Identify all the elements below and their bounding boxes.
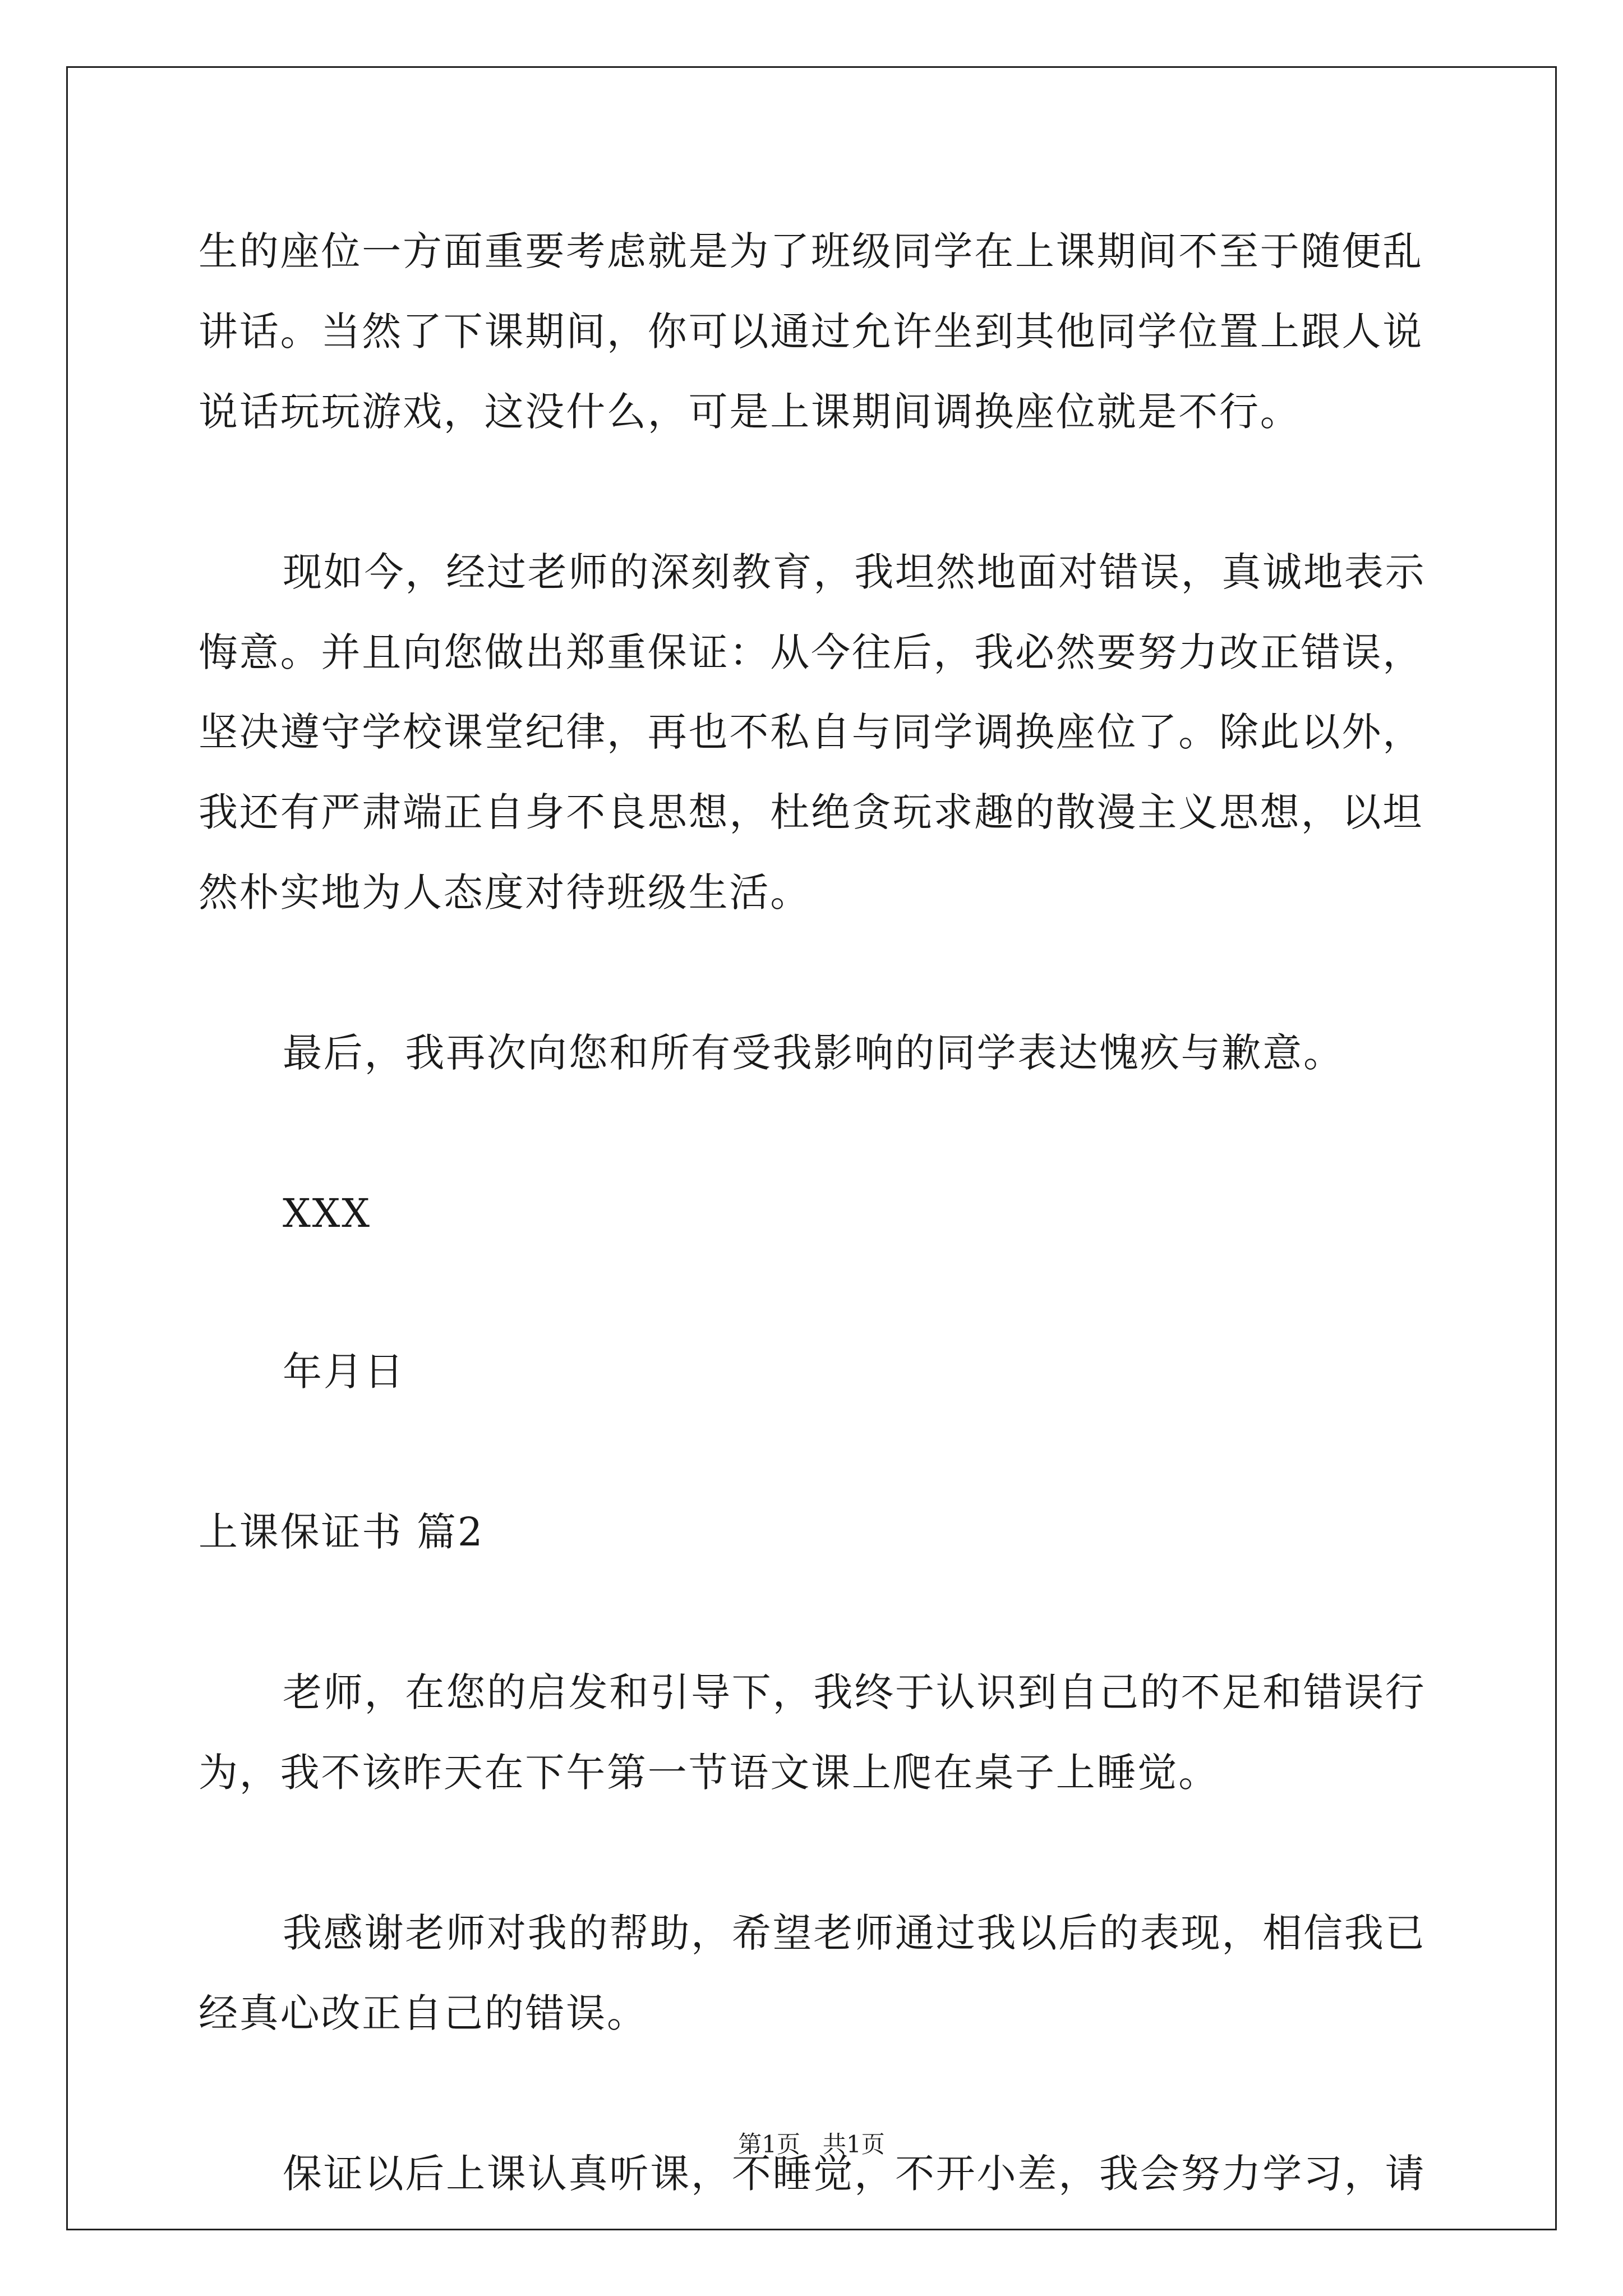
page-number-footer: 第1页 共1页 xyxy=(738,2131,885,2158)
section-heading: 上课保证书 篇2 xyxy=(199,1509,485,1555)
paragraph-line: 最后，我再次向您和所有受我影响的同学表达愧疚与歉意。 xyxy=(283,1030,1344,1076)
paragraph-line: 讲话。当然了下课期间，你可以通过允许坐到其他同学位置上跟人说 xyxy=(199,309,1423,355)
paragraph-line: 生的座位一方面重要考虑就是为了班级同学在上课期间不至于随便乱 xyxy=(199,228,1423,274)
paragraph-line: 经真心改正自己的错误。 xyxy=(199,1990,648,2036)
signature-name: XXX xyxy=(283,1190,371,1236)
paragraph-line: 保证以后上课认真听课，不睡觉，不开小差，我会努力学习，请 xyxy=(283,2151,1426,2197)
paragraph-line: 我感谢老师对我的帮助，希望老师通过我以后的表现，相信我已 xyxy=(283,1910,1426,1956)
paragraph-line: 我还有严肃端正自身不良思想，杜绝贪玩求趣的散漫主义思想，以坦 xyxy=(199,789,1423,835)
paragraph-line: 说话玩玩游戏，这没什么，可是上课期间调换座位就是不行。 xyxy=(199,389,1301,435)
paragraph-line: 坚决遵守学校课堂纪律，再也不私自与同学调换座位了。除此以外， xyxy=(199,709,1423,755)
signature-date: 年月日 xyxy=(283,1349,405,1395)
paragraph-line: 然朴实地为人态度对待班级生活。 xyxy=(199,869,811,915)
paragraph-line: 为，我不该昨天在下午第一节语文课上爬在桌子上睡觉。 xyxy=(199,1750,1219,1796)
paragraph-line: 悔意。并且向您做出郑重保证：从今往后，我必然要努力改正错误， xyxy=(199,629,1423,675)
paragraph-line: 老师，在您的启发和引导下，我终于认识到自己的不足和错误行 xyxy=(283,1669,1426,1715)
paragraph-line: 现如今，经过老师的深刻教育，我坦然地面对错误，真诚地表示 xyxy=(283,549,1426,595)
